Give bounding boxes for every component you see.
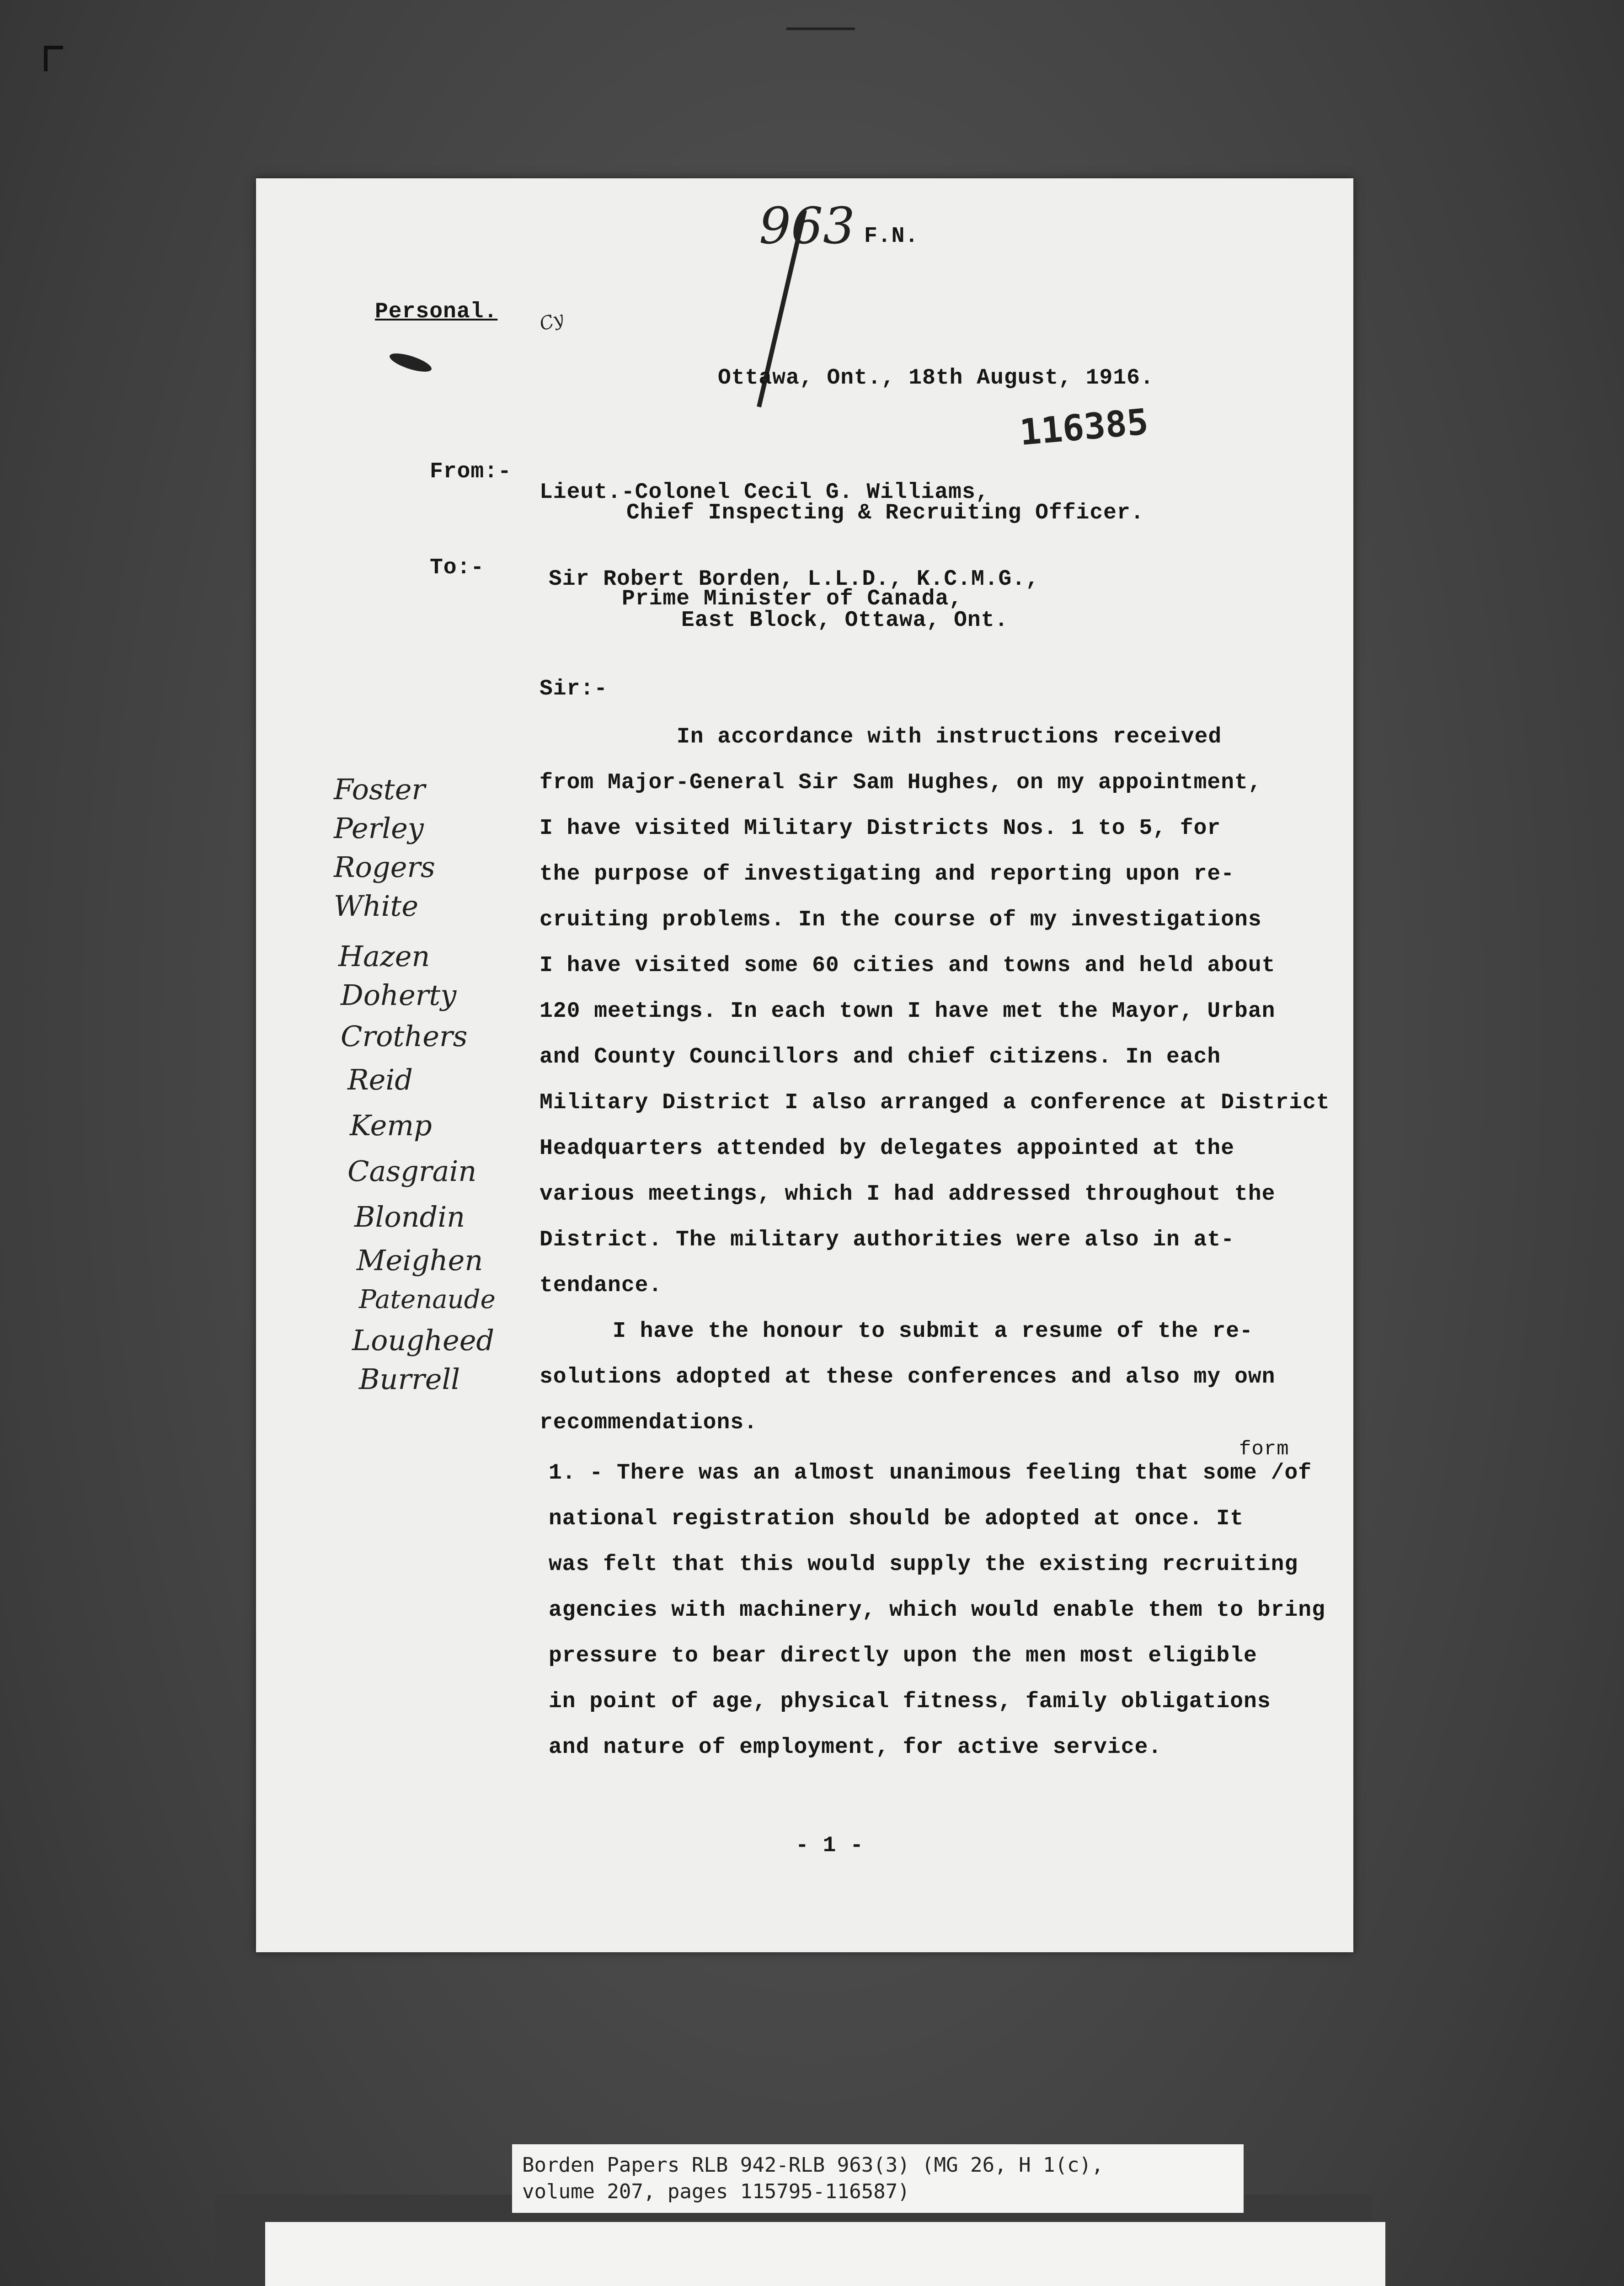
handwritten-note: Cy: [537, 307, 567, 336]
to-line-3: East Block, Ottawa, Ont.: [681, 608, 1009, 633]
margin-name: Lougheed: [352, 1324, 495, 1357]
personal-label: Personal.: [375, 299, 498, 324]
top-crop-mark: [786, 27, 855, 35]
para1-line: District. The military authorities were also in at-: [540, 1228, 1235, 1252]
page-number: - 1 -: [796, 1833, 864, 1858]
insert-word: form: [1239, 1438, 1289, 1461]
margin-name: Doherty: [341, 978, 457, 1012]
para3-line: agencies with machinery, which would enable them to bring: [549, 1598, 1325, 1623]
margin-name: Perley: [334, 812, 424, 845]
para3-line: national registration should be adopted at once. It: [549, 1506, 1244, 1531]
para1-line: tendance.: [540, 1273, 662, 1298]
file-note: F.N.: [864, 224, 919, 249]
salutation: Sir:-: [540, 677, 608, 701]
para1-line: various meetings, which I had addressed throughout the: [540, 1182, 1276, 1207]
para1-line: and County Councillors and chief citizens. In each: [540, 1045, 1221, 1069]
para3-line: was felt that this would supply the existing recruiting: [549, 1552, 1298, 1577]
para1-line: Military District I also arranged a conference at District: [540, 1090, 1330, 1115]
reference-card: [512, 2144, 1244, 2213]
handwritten-file-number: 963: [759, 197, 855, 255]
corner-crop-mark: [44, 46, 63, 71]
para3-line: pressure to bear directly upon the men most eligible: [549, 1644, 1257, 1668]
para1-line: Headquarters attended by delegates appointed at the: [540, 1136, 1235, 1161]
margin-name: Patenaude: [359, 1285, 496, 1314]
from-label: From:-: [430, 459, 512, 484]
archives-card: [265, 2222, 1385, 2286]
para1-line: I have visited some 60 cities and towns and held about: [540, 953, 1276, 978]
reference-line-1: Borden Papers RLB 942-RLB 963(3) (MG 26, H 1(c),: [522, 2153, 1104, 2177]
para2-line: recommendations.: [540, 1410, 758, 1435]
margin-name: White: [334, 889, 419, 923]
margin-name: Kemp: [350, 1109, 432, 1142]
stamp-number: 116385: [1018, 401, 1150, 454]
date-line: Ottawa, Ont., 18th August, 1916.: [718, 366, 1154, 390]
margin-name: Casgrain: [347, 1154, 477, 1188]
margin-name: Rogers: [334, 850, 435, 884]
to-label: To:-: [430, 555, 485, 580]
margin-name: Hazen: [338, 940, 430, 973]
reference-line-2: volume 207, pages 115795-116587): [522, 2180, 910, 2203]
from-line-1: Lieut.-Colonel Cecil G. Williams,: [540, 480, 989, 505]
margin-name: Blondin: [354, 1200, 465, 1234]
para1-line: cruiting problems. In the course of my investigations: [540, 908, 1262, 932]
para3-line: in point of age, physical fitness, family obligations: [549, 1689, 1271, 1714]
letter-page: [256, 178, 1353, 1952]
para1-line: the purpose of investigating and reporting upon re-: [540, 862, 1235, 887]
ink-blot-icon: [384, 350, 439, 377]
para1-line: I have visited Military Districts Nos. 1 to 5, for: [540, 816, 1221, 841]
para2-line: solutions adopted at these conferences and also my own: [540, 1365, 1276, 1389]
margin-name: Crothers: [341, 1020, 468, 1053]
para1-line: 120 meetings. In each town I have met the Mayor, Urban: [540, 999, 1276, 1024]
margin-name: Reid: [347, 1063, 413, 1096]
margin-name: Burrell: [359, 1362, 460, 1396]
para3-line: 1. - There was an almost unanimous feeling that some /of: [549, 1461, 1312, 1485]
margin-name: Foster: [334, 773, 426, 806]
para2-line: I have the honour to submit a resume of the re-: [613, 1319, 1253, 1344]
from-line-2: Chief Inspecting & Recruiting Officer.: [626, 501, 1144, 525]
para3-line: and nature of employment, for active service.: [549, 1735, 1162, 1760]
to-line-1: Sir Robert Borden, L.L.D., K.C.M.G.,: [549, 567, 1039, 592]
margin-name: Meighen: [357, 1244, 483, 1277]
to-line-2: Prime Minister of Canada,: [622, 587, 963, 611]
para1-line: from Major-General Sir Sam Hughes, on my appointment,: [540, 770, 1262, 795]
para1-line: In accordance with instructions received: [677, 725, 1222, 749]
